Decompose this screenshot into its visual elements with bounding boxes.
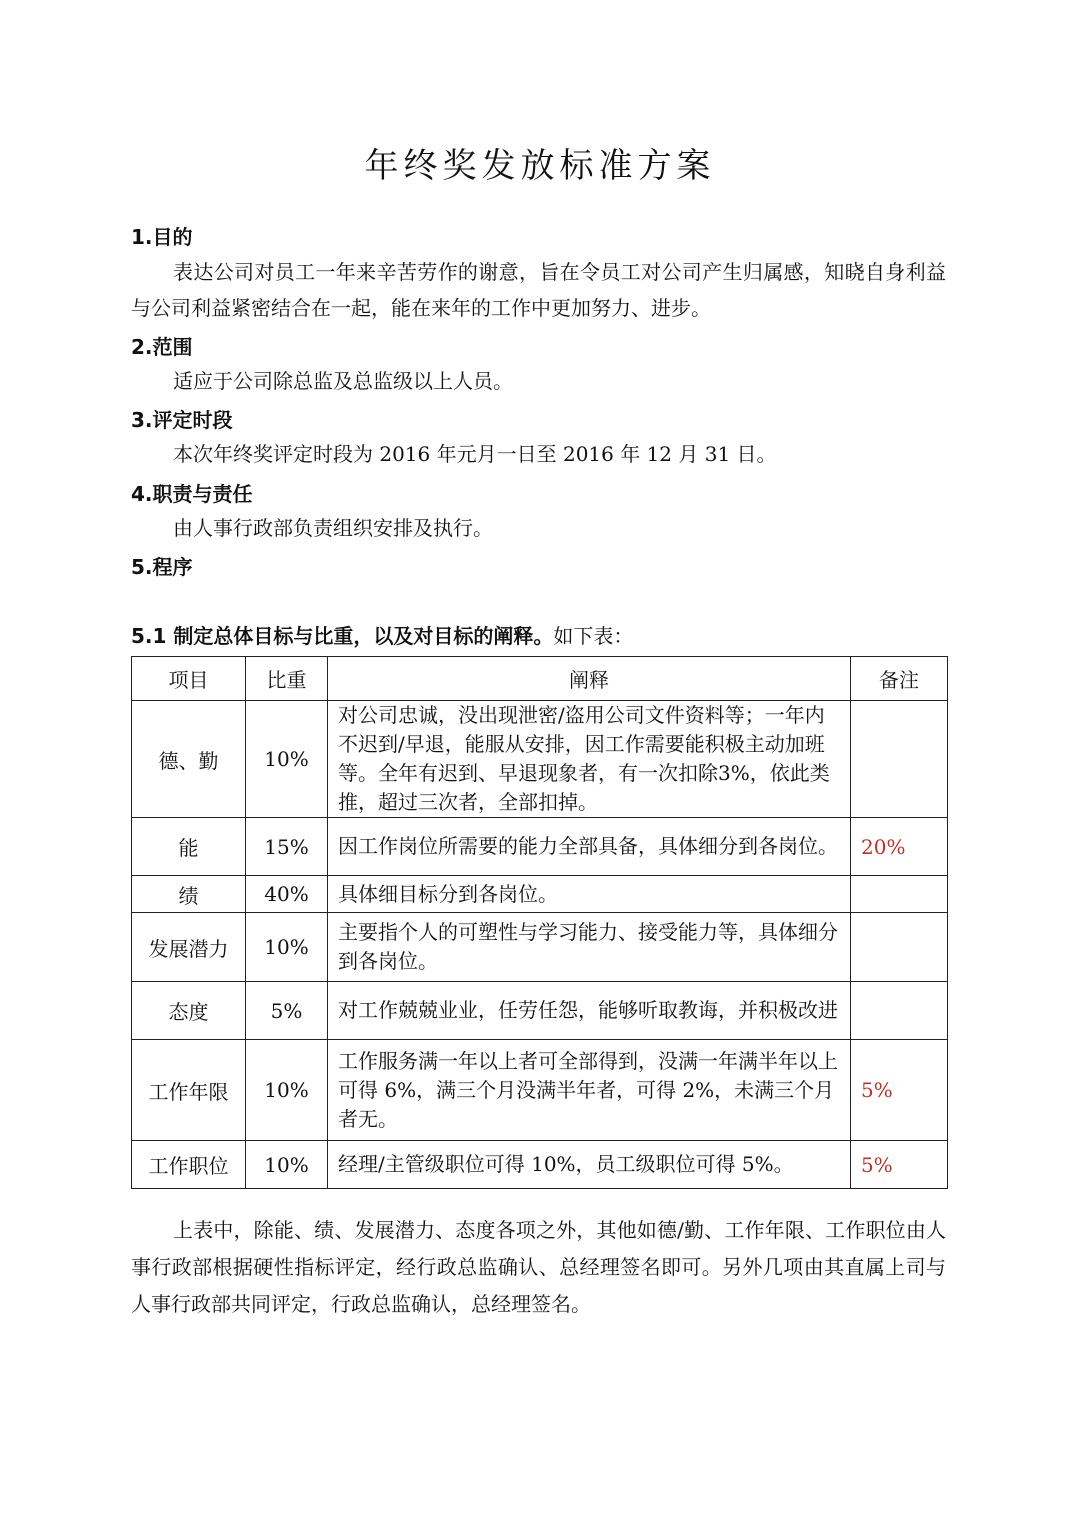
table-row [132, 876, 948, 913]
section-body-scope: 适应于公司除总监及总监级以上人员。 [173, 369, 513, 393]
row-item: 德、勤 [132, 701, 246, 818]
row-weight: 10% [246, 701, 328, 818]
row-item: 态度 [132, 982, 246, 1040]
row-note: 20% [851, 818, 948, 876]
table-row [132, 818, 948, 876]
table-caption [131, 620, 633, 649]
section-heading-responsibility: 4.职责与责任 [131, 482, 253, 506]
section-heading-scope: 2.范围 [131, 335, 193, 359]
closing-paragraph: 上表中，除能、绩、发展潜力、态度各项之外，其他如德/勤、工作年限、工作职位由人事行政部根据硬性指标评定，经行政总监确认、总经理签名即可。另外几项由其直属上司与人事行政部共同评定，行政总监确认，总经理签名。 [131, 1218, 946, 1316]
row-description: 经理/主管级职位可得 10%，员工级职位可得 5%。 [328, 1141, 851, 1189]
table-row [132, 982, 948, 1040]
weight-table [131, 656, 948, 1189]
row-note [851, 982, 948, 1040]
document-title: 年终奖发放标准方案 [364, 146, 716, 186]
section-heading-period: 3.评定时段 [131, 408, 233, 432]
row-weight: 10% [246, 1040, 328, 1141]
table-caption-text: 制定总体目标与比重，以及对目标的阐释。 [166, 624, 554, 648]
row-note [851, 913, 948, 982]
table-row [132, 1040, 948, 1141]
table-row [132, 913, 948, 982]
table-caption-number: 5.1 [131, 624, 167, 648]
row-note: 5% [851, 1141, 948, 1189]
row-description: 对公司忠诚，没出现泄密/盗用公司文件资料等；一年内不迟到/早退，能服从安排，因工作需要能积极主动加班等。全年有迟到、早退现象者，有一次扣除3%，依此类推，超过三次者，全部扣掉。 [328, 701, 851, 818]
row-weight: 10% [246, 1141, 328, 1189]
section-body-responsibility: 由人事行政部负责组织安排及执行。 [173, 516, 493, 540]
table-header-description: 阐释 [328, 657, 851, 701]
table-header-row [132, 657, 948, 701]
table-header-weight: 比重 [246, 657, 328, 701]
row-item: 发展潜力 [132, 913, 246, 982]
row-description: 主要指个人的可塑性与学习能力、接受能力等，具体细分到各岗位。 [328, 913, 851, 982]
row-description: 因工作岗位所需要的能力全部具备，具体细分到各岗位。 [328, 818, 851, 876]
table-header-note: 备注 [851, 657, 948, 701]
row-item: 工作年限 [132, 1040, 246, 1141]
table-row [132, 701, 948, 818]
row-weight: 15% [246, 818, 328, 876]
row-description: 工作服务满一年以上者可全部得到，没满一年满半年以上可得 6%，满三个月没满半年者，可得 2%，未满三个月者无。 [328, 1040, 851, 1141]
row-weight: 10% [246, 913, 328, 982]
row-note: 5% [851, 1040, 948, 1141]
row-description: 对工作兢兢业业，任劳任怨，能够听取教诲，并积极改进 [328, 982, 851, 1040]
table-caption-suffix: 如下表： [553, 624, 634, 648]
row-note [851, 701, 948, 818]
section-heading-procedure: 5.程序 [131, 555, 193, 579]
row-weight: 40% [246, 876, 328, 913]
table-row [132, 1141, 948, 1189]
row-note [851, 876, 948, 913]
section-body-purpose: 表达公司对员工一年来辛苦劳作的谢意，旨在令员工对公司产生归属感，知晓自身利益与公司利益紧密结合在一起，能在来年的工作中更加努力、进步。 [131, 260, 946, 320]
row-item: 能 [132, 818, 246, 876]
section-heading-purpose: 1.目的 [131, 225, 193, 249]
table-header-item: 项目 [132, 657, 246, 701]
row-item: 工作职位 [132, 1141, 246, 1189]
row-item: 绩 [132, 876, 246, 913]
row-description: 具体细目标分到各岗位。 [328, 876, 851, 913]
section-body-period: 本次年终奖评定时段为 2016 年元月一日至 2016 年 12 月 31 日。 [173, 442, 777, 466]
row-weight: 5% [246, 982, 328, 1040]
